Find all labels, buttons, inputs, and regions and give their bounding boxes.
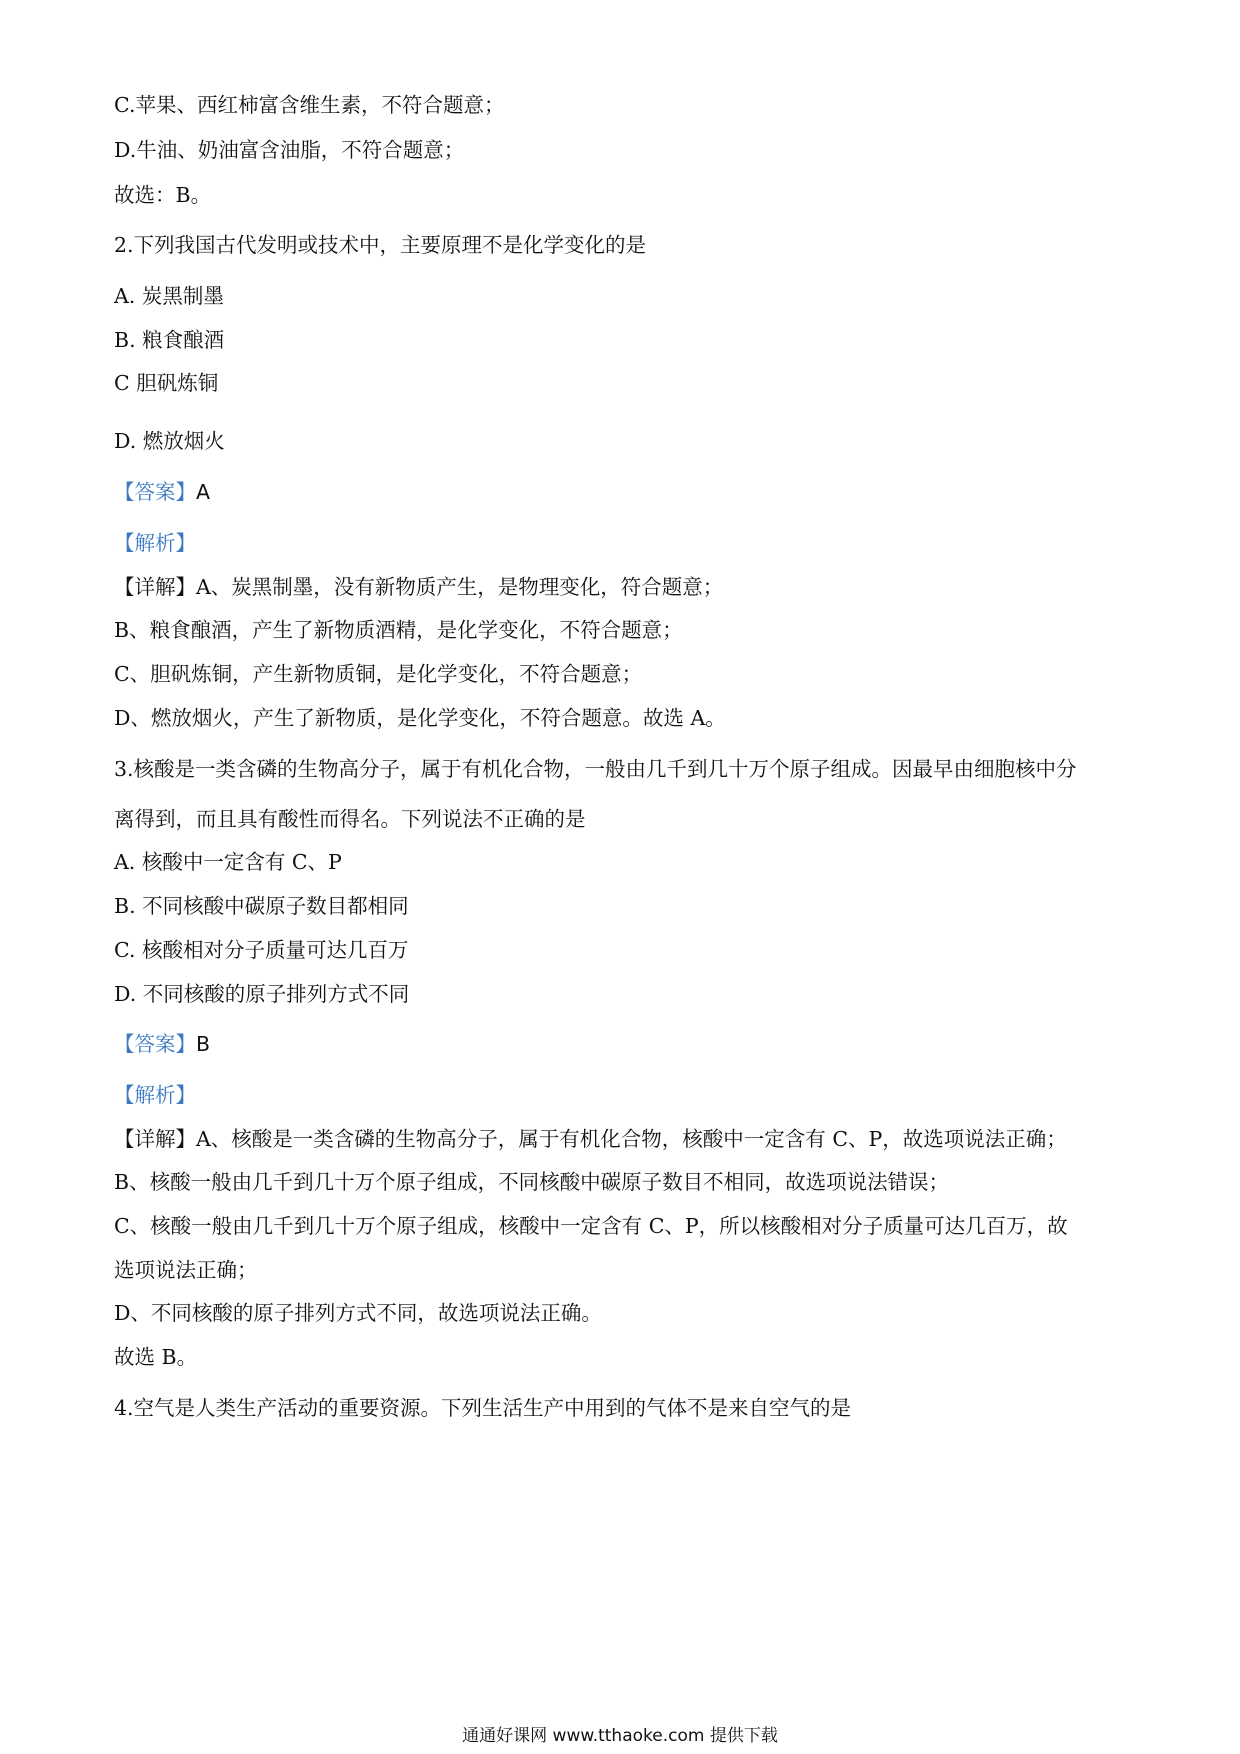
q1-option-d-explanation: D.牛油、奶油富含油脂，不符合题意；: [114, 138, 465, 162]
q3-option-c: C. 核酸相对分子质量可达几百万: [114, 938, 409, 962]
q3-answer-value: B: [196, 1032, 211, 1056]
page-footer: 通通好课网 www.tthaoke.com 提供下载: [462, 1726, 778, 1746]
q2-stem: 2.下列我国古代发明或技术中，主要原理不是化学变化的是: [114, 233, 647, 257]
q2-answer-label: 【答案】: [114, 480, 196, 504]
q3-option-d: D. 不同核酸的原子排列方式不同: [114, 982, 410, 1006]
q3-answer: [114, 1031, 210, 1057]
q3-option-a: A. 核酸中一定含有 C、P: [114, 850, 342, 874]
q3-option-b: B. 不同核酸中碳原子数目都相同: [114, 894, 409, 918]
q3-detail-line-2: B、核酸一般由几千到几十万个原子组成，不同核酸中碳原子数目不相同，故选项说法错误；: [114, 1170, 950, 1194]
q1-option-c-explanation: C.苹果、西红柿富含维生素，不符合题意；: [114, 93, 505, 117]
q2-option-a: A. 炭黑制墨: [114, 284, 224, 308]
q2-answer: [114, 479, 210, 505]
q2-detail-line-1: 【详解】A、炭黑制墨，没有新物质产生，是物理变化，符合题意；: [114, 575, 724, 599]
q2-answer-value: A: [196, 480, 211, 504]
q3-detail-line-4: 选项说法正确；: [114, 1258, 258, 1282]
q2-option-d: D. 燃放烟火: [114, 429, 225, 453]
q2-detail-line-2: B、粮食酿酒，产生了新物质酒精，是化学变化，不符合题意；: [114, 618, 683, 642]
q3-detail-line-3: C、核酸一般由几千到几十万个原子组成，核酸中一定含有 C、P，所以核酸相对分子质量可达几百万，故: [114, 1214, 1068, 1238]
q3-answer-label: 【答案】: [114, 1032, 196, 1056]
q2-detail-line-4: D、燃放烟火，产生了新物质，是化学变化，不符合题意。故选 A。: [114, 706, 726, 730]
q2-detail-line-3: C、胆矾炼铜，产生新物质铜，是化学变化，不符合题意；: [114, 662, 643, 686]
q2-analysis-label: 【解析】: [114, 531, 196, 555]
q3-stem-line-2: 离得到，而且具有酸性而得名。下列说法不正确的是: [114, 807, 586, 831]
q3-analysis-label: 【解析】: [114, 1083, 196, 1107]
q3-stem-line-1: 3.核酸是一类含磷的生物高分子，属于有机化合物，一般由几千到几十万个原子组成。因最早由细胞核中分: [114, 757, 1077, 781]
q1-conclusion: 故选：B。: [114, 183, 212, 207]
q3-detail-line-6: 故选 B。: [114, 1345, 198, 1369]
q2-option-c: C 胆矾炼铜: [114, 371, 219, 395]
q4-stem: 4.空气是人类生产活动的重要资源。下列生活生产中用到的气体不是来自空气的是: [114, 1396, 852, 1420]
q3-detail-line-5: D、不同核酸的原子排列方式不同，故选项说法正确。: [114, 1301, 602, 1325]
q3-detail-line-1: 【详解】A、核酸是一类含磷的生物高分子，属于有机化合物，核酸中一定含有 C、P，故选项说法正确；: [114, 1127, 1067, 1151]
q2-option-b: B. 粮食酿酒: [114, 328, 225, 352]
